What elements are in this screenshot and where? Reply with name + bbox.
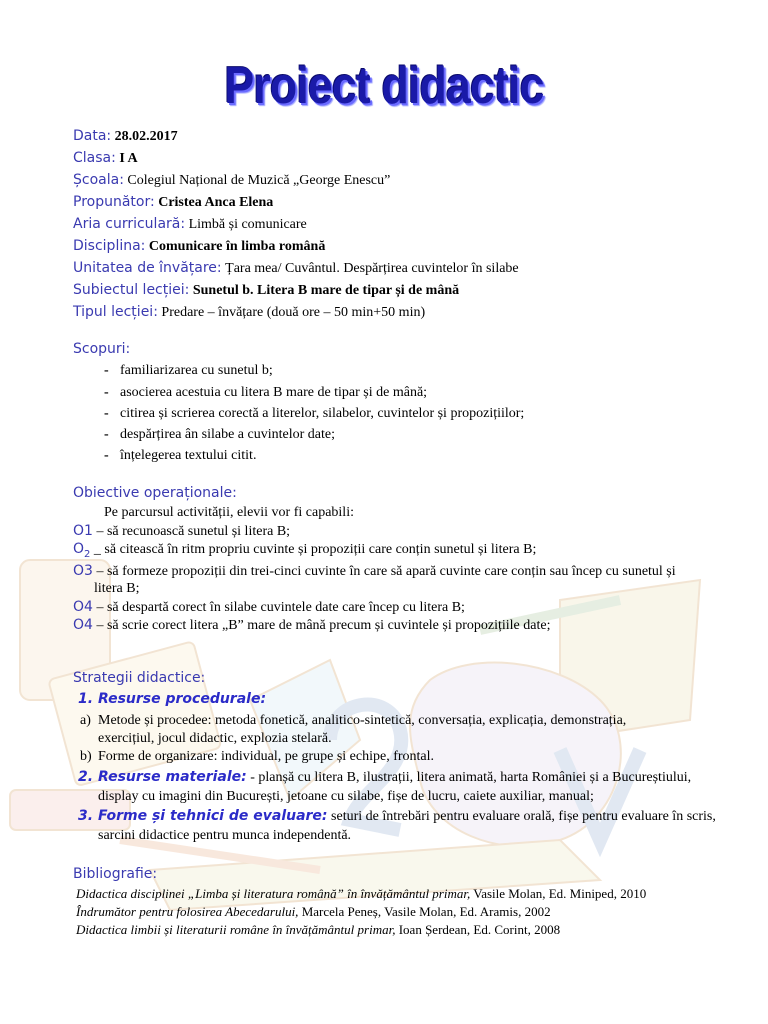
evaluation-line <box>78 808 716 825</box>
goal-item: - familiarizarea cu sunetul b; <box>104 363 273 378</box>
goal-item: - înțelegerea textului citit. <box>104 448 257 463</box>
class-label: Clasa: <box>73 150 116 166</box>
objective-o4-first <box>73 598 465 617</box>
methods-paragraph <box>80 712 626 730</box>
evaluation-text: seturi de întrebări pentru evaluare orală, fișe pentru evaluare în scris, <box>327 809 716 824</box>
objective-text: _ să citească în ritm propriu cuvinte și propoziții care conțin sunetul și litera B; <box>90 542 537 557</box>
goal-text: citirea și scrierea corectă a literelor, silabelor, cuvintelor și propozițiilor; <box>120 406 525 421</box>
date-label: Data: <box>73 128 112 144</box>
school-label: Școala: <box>73 172 124 188</box>
objectives-intro: Pe parcursul activității, elevii vor fi capabili: <box>104 505 354 520</box>
curricular-area-row <box>73 215 307 234</box>
objective-text: – să scrie corect litera „B” mare de mână precum și cuvintele și propozițiile date; <box>92 618 551 633</box>
procedural-resources-heading <box>78 691 266 707</box>
objective-code: O1 <box>73 523 93 539</box>
goal-text: asocierea acestuia cu litera B mare de tipar și de mână; <box>120 385 428 400</box>
discipline-row <box>73 237 325 256</box>
goal-item: - citirea și scrierea corectă a literelor, silabelor, cuvintelor și propozițiilor; <box>104 406 525 421</box>
strategies-heading: Strategii didactice: <box>73 670 206 686</box>
goal-text: înțelegerea textului citit. <box>120 448 257 463</box>
bibliography-heading: Bibliografie: <box>73 866 158 882</box>
goal-text: despărțirea ân silabe a cuvintelor date; <box>120 427 335 442</box>
school-value: Colegiul Național de Muzică „George Enescu” <box>127 173 391 188</box>
organization-forms <box>80 748 434 766</box>
material-resources-line <box>78 769 691 786</box>
bibliography-title: Îndrumător pentru folosirea Abecedarului, <box>76 904 299 919</box>
objective-code: O4 <box>73 599 93 615</box>
date-value: 28.02.2017 <box>114 129 178 144</box>
objective-text: – să formeze propoziții din trei-cinci cuvinte în care să apară cuvinte care conțin sau încep cu sunetul și <box>92 564 676 579</box>
proposer-row <box>73 193 273 212</box>
lesson-subject-label: Subiectul lecției: <box>73 282 190 298</box>
school-row <box>73 171 390 190</box>
lesson-subject-row <box>73 281 459 300</box>
objective-text: – să despartă corect în silabe cuvintele date care încep cu litera B; <box>92 600 465 615</box>
list-marker: b) <box>80 749 92 764</box>
goal-item: - despărțirea ân silabe a cuvintelor date; <box>104 427 335 442</box>
page-title: Proiect didactic <box>224 57 544 115</box>
curricular-area-value: Limbă și comunicare <box>188 217 307 232</box>
proposer-value: Cristea Anca Elena <box>158 195 274 210</box>
organization-text: Forme de organizare: individual, pe grupe și echipe, frontal. <box>98 749 435 764</box>
bibliography-title: Didactica disciplinei „Limba și literatura română” în învățământul primar, <box>76 886 471 901</box>
list-marker: a) <box>80 713 91 728</box>
lesson-subject-value: Sunetul b. Litera B mare de tipar și de mână <box>192 283 460 298</box>
evaluation-continuation: sarcini didactice pentru munca independentă. <box>98 828 352 843</box>
procedural-resources-title: Resurse procedurale: <box>98 691 267 707</box>
objective-code: O3 <box>73 563 93 579</box>
evaluation-title: Forme și tehnici de evaluare: <box>98 808 328 824</box>
objective-o1 <box>73 522 290 541</box>
objectives-heading: Obiective operaționale: <box>73 485 237 501</box>
objective-code: O4 <box>73 617 93 633</box>
objective-o4-second <box>73 616 550 635</box>
learning-unit-row <box>73 259 519 278</box>
objective-o3 <box>73 562 676 581</box>
bibliography-entry <box>76 921 560 938</box>
methods-text: Metode și procedee: metoda fonetică, analitico-sintetică, conversația, explicația, demonstrația, <box>98 713 627 728</box>
lesson-type-label: Tipul lecției: <box>73 304 158 320</box>
date-row <box>73 127 178 146</box>
learning-unit-label: Unitatea de învățare: <box>73 260 222 276</box>
bibliography-entry <box>76 903 551 920</box>
material-resources-text: - planșă cu litera B, ilustrații, litera animată, harta României și a Bucureștiului, <box>246 770 692 785</box>
class-row <box>73 149 138 168</box>
material-resources-title: Resurse materiale: <box>98 769 247 785</box>
list-number: 2. <box>78 769 94 785</box>
methods-continuation: exercițiul, jocul didactic, explozia stelară. <box>98 731 332 746</box>
goals-heading: Scopuri: <box>73 341 131 357</box>
discipline-value: Comunicare în limba română <box>148 239 326 254</box>
bibliography-details: Ioan Șerdean, Ed. Corint, 2008 <box>395 922 561 937</box>
discipline-label: Disciplina: <box>73 238 146 254</box>
objective-code: O <box>73 541 85 557</box>
objective-o2 <box>73 540 536 564</box>
bibliography-details: Marcela Peneș, Vasile Molan, Ed. Aramis, 2002 <box>298 904 551 919</box>
lesson-type-value: Predare – învățare (două ore – 50 min+50 min) <box>161 305 426 320</box>
learning-unit-value: Țara mea/ Cuvântul. Despărțirea cuvintelor în silabe <box>225 261 519 276</box>
goal-text: familiarizarea cu sunetul b; <box>120 363 273 378</box>
proposer-label: Propunător: <box>73 194 155 210</box>
bibliography-details: Vasile Molan, Ed. Miniped, 2010 <box>470 886 647 901</box>
curricular-area-label: Aria curriculară: <box>73 216 186 232</box>
lesson-type-row <box>73 303 425 322</box>
material-resources-continuation: display cu imagini din București, jetoane cu silabe, fișe de lucru, caiete auxiliar, manual; <box>98 789 594 804</box>
objective-o3-continuation: litera B; <box>94 581 140 596</box>
list-number: 1. <box>78 691 94 707</box>
objective-text: – să recunoască sunetul și litera B; <box>92 524 291 539</box>
list-number: 3. <box>78 808 94 824</box>
bibliography-title: Didactica limbii și literaturii române în învățământul primar, <box>76 922 396 937</box>
goal-item: - asocierea acestuia cu litera B mare de tipar și de mână; <box>104 385 428 400</box>
objective-code-subscript: 2 <box>84 548 91 560</box>
bibliography-entry <box>76 885 646 902</box>
class-value: I A <box>119 151 138 166</box>
